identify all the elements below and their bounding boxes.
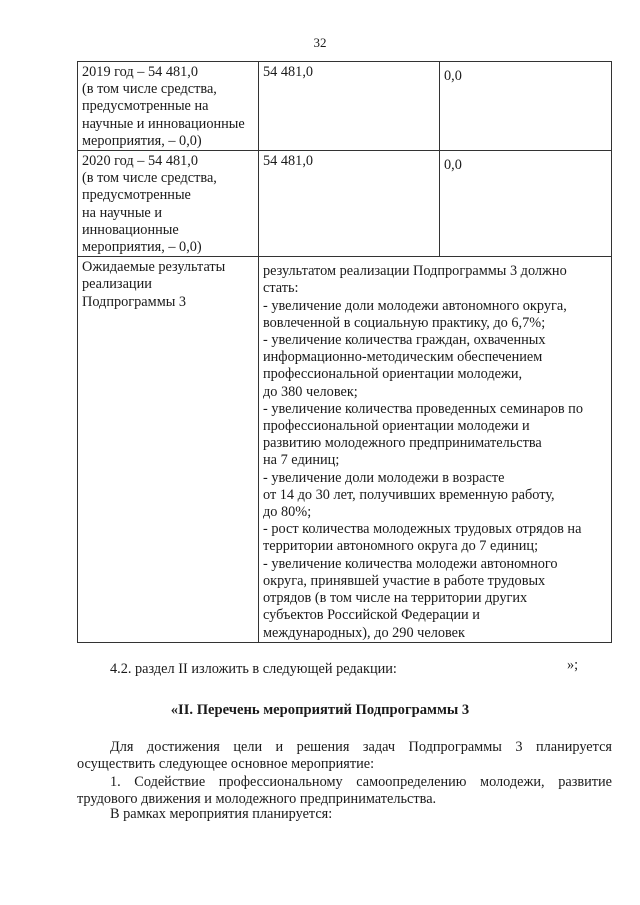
label-line: (в том числе средства,: [82, 170, 217, 187]
label-line: предусмотренные: [82, 187, 191, 204]
value-cell: [259, 151, 440, 257]
results-text-cell: [259, 257, 612, 642]
value-text: 0,0: [444, 157, 462, 174]
year-2019-cell: [78, 62, 259, 151]
paragraph: В рамках мероприятия планируется:: [110, 806, 333, 822]
result-line: субъектов Российской Федерации и: [263, 607, 480, 624]
result-line: профессиональной ориентации молодежи,: [263, 366, 523, 383]
result-line: вовлеченной в социальную практику, до 6,7%;: [263, 314, 546, 331]
amendment-item: 4.2. раздел II изложить в следующей редакции:: [110, 661, 397, 677]
label-line: Ожидаемые результаты: [82, 259, 226, 276]
value-text: 54 481,0: [263, 64, 314, 80]
year-2020-cell: [78, 151, 259, 257]
result-line: профессиональной ориентации молодежи и: [263, 418, 530, 435]
value-text: 54 481,0: [263, 153, 314, 170]
value-text: 0,0: [444, 68, 462, 84]
table-row: [78, 257, 612, 642]
table-row: [78, 62, 612, 151]
result-line: округа, принявшей участие в работе трудовых: [263, 572, 546, 589]
label-line: Подпрограммы 3: [82, 293, 187, 310]
label-line: 2020 год – 54 481,0: [82, 153, 199, 170]
label-line: научные и инновационные: [82, 115, 245, 132]
result-line: от 14 до 30 лет, получивших временную работу,: [263, 486, 555, 503]
closing-quote: »;: [567, 657, 579, 673]
result-line: - увеличение доли молодежи автономного округа,: [263, 297, 567, 314]
label-line: мероприятия, – 0,0): [82, 132, 202, 149]
result-line: - увеличение количества граждан, охваченных: [263, 332, 546, 349]
result-line: отрядов (в том числе на территории других: [263, 590, 528, 607]
label-line: инновационные: [82, 221, 179, 238]
label-line: мероприятия, – 0,0): [82, 239, 202, 256]
value-cell: [440, 62, 612, 151]
section-heading: «II. Перечень мероприятий Подпрограммы 3: [170, 702, 470, 718]
result-line: - рост количества молодежных трудовых отрядов на: [263, 521, 582, 538]
label-line: предусмотренные на: [82, 98, 209, 115]
result-line: территории автономного округа до 7 единиц;: [263, 538, 539, 555]
paragraph: Для достижения цели и решения задач Подпрограммы 3 планируется осуществить следующее основное мероприятие:: [77, 739, 612, 773]
result-line: - увеличение доли молодежи в возрасте: [263, 469, 505, 486]
label-line: (в том числе средства,: [82, 81, 217, 98]
results-label-cell: [78, 257, 259, 642]
table-row: [78, 151, 612, 257]
paragraph: 1. Содействие профессиональному самоопределению молодежи, развитие трудового движения и молодежного предпринимательства.: [77, 774, 612, 808]
result-line: развитию молодежного предпринимательства: [263, 435, 542, 452]
funding-table: [77, 61, 612, 643]
result-line: до 80%;: [263, 504, 312, 521]
label-line: реализации: [82, 276, 152, 293]
result-line: международных), до 290 человек: [263, 624, 465, 641]
page-number: 32: [313, 35, 327, 50]
result-line: информационно-методическим обеспечением: [263, 349, 543, 366]
label-line: 2019 год – 54 481,0: [82, 64, 199, 80]
result-line: до 380 человек;: [263, 383, 358, 400]
result-line: - увеличение количества молодежи автономного: [263, 555, 558, 572]
value-cell: [440, 151, 612, 257]
result-line: стать:: [263, 280, 299, 297]
label-line: на научные и: [82, 204, 163, 221]
result-line: - увеличение количества проведенных семинаров по: [263, 400, 583, 417]
result-line: на 7 единиц;: [263, 452, 340, 469]
value-cell: [259, 62, 440, 151]
result-line: результатом реализации Подпрограммы 3 должно: [263, 263, 567, 280]
